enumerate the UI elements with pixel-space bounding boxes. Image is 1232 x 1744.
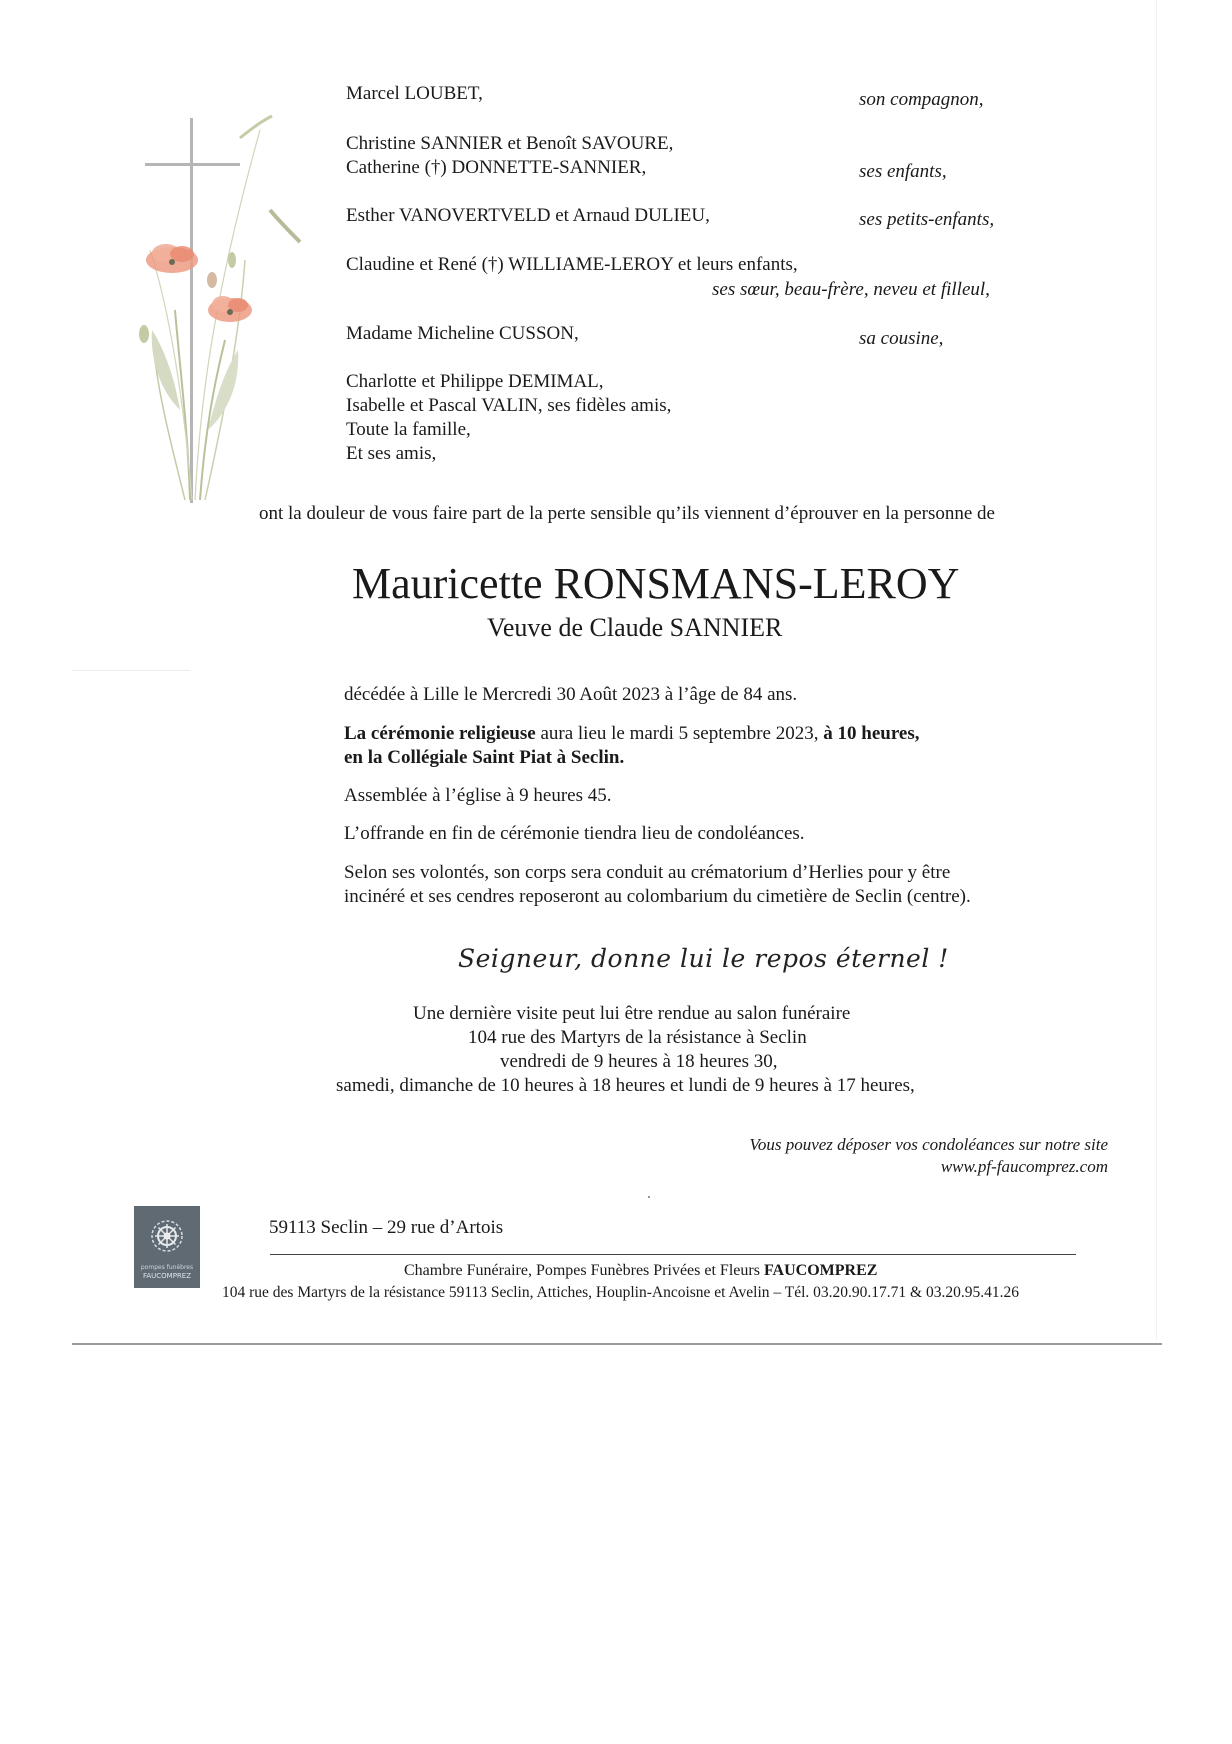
family-name-2b: Catherine (†) DONNETTE-SANNIER, (346, 157, 647, 178)
friend-line-3: Toute la famille, (346, 419, 471, 440)
family-name-2a: Christine SANNIER et Benoît SAVOURE, (346, 133, 674, 154)
visit-line-3: vendredi de 9 heures à 18 heures 30, (500, 1051, 778, 1072)
prayer-text: Seigneur, donne lui le repos éternel ! (458, 944, 949, 973)
condolences-text: Vous pouvez déposer vos condoléances sur notre site (749, 1135, 1108, 1154)
ceremony-bold-label: La cérémonie religieuse (344, 723, 536, 744)
family-name-5: Madame Micheline CUSSON, (346, 323, 579, 344)
visit-line-1: Une dernière visite peut lui être rendue au salon funéraire (413, 1003, 851, 1024)
footer-divider (270, 1254, 1076, 1255)
scan-mark (72, 670, 190, 671)
relation-grandchildren: ses petits-enfants, (859, 209, 995, 230)
address-text: 59113 Seclin – 29 rue d’Artois (269, 1217, 504, 1238)
poppy-flower-1 (146, 244, 198, 273)
cross-poppy-illustration (130, 110, 360, 510)
ceremony-date: aura lieu le mardi 5 septembre 2023, (535, 723, 824, 744)
family-name-1: Marcel LOUBET, (346, 83, 483, 104)
relation-companion: son compagnon, (859, 89, 984, 110)
relation-cousin: sa cousine, (859, 328, 944, 349)
footer-company: FAUCOMPREZ (763, 1262, 878, 1279)
relation-sister: ses sœur, beau-frère, neveu et filleul, (712, 279, 990, 300)
wishes-line-1: Selon ses volontés, son corps sera conduit au crématorium d’Herlies pour y être (344, 862, 951, 883)
poppy-flower-2 (208, 296, 252, 322)
scan-dot (648, 1196, 650, 1198)
friend-line-4: Et ses amis, (346, 443, 437, 464)
wishes-line-2: incinéré et ses cendres reposeront au colombarium du cimetière de Seclin (centre). (344, 886, 971, 907)
logo-text-line-1: pompes funèbres (140, 1264, 194, 1271)
condolences-url[interactable]: www.pf-faucomprez.com (940, 1157, 1108, 1176)
friend-line-1: Charlotte et Philippe DEMIMAL, (346, 371, 604, 392)
death-info: décédée à Lille le Mercredi 30 Août 2023 à l’âge de 84 ans. (344, 684, 798, 705)
visit-line-2: 104 rue des Martyrs de la résistance à Seclin (468, 1027, 807, 1048)
announcement-text: ont la douleur de vous faire part de la perte sensible qu’ils viennent d’éprouver en la personne de (259, 503, 995, 524)
logo-text-line-2: FAUCOMPREZ (142, 1272, 192, 1280)
relation-children: ses enfants, (859, 161, 947, 182)
footer-line-1 (404, 1260, 877, 1281)
footer-line-2: 104 rue des Martyrs de la résistance 59113 Seclin, Attiches, Houplin-Ancoisne et Avelin – Tél. 03.20.90.17.71 & 03.20.95.41.26 (222, 1284, 1019, 1301)
ceremony-time: à 10 heures, (823, 723, 920, 744)
company-logo (134, 1206, 200, 1288)
family-name-4: Claudine et René (†) WILLIAME-LEROY et leurs enfants, (346, 254, 798, 275)
family-name-3: Esther VANOVERTVELD et Arnaud DULIEU, (346, 205, 710, 226)
assembly-info: Assemblée à l’église à 9 heures 45. (344, 785, 612, 806)
friend-line-2: Isabelle et Pascal VALIN, ses fidèles amis, (346, 395, 672, 416)
widow-of: Veuve de Claude SANNIER (487, 613, 783, 642)
ceremony-location: en la Collégiale Saint Piat à Seclin. (344, 747, 625, 768)
cross-horizontal (145, 163, 240, 166)
page-edge-right (1156, 0, 1157, 1340)
visit-line-4: samedi, dimanche de 10 heures à 18 heures et lundi de 9 heures à 17 heures, (336, 1075, 915, 1096)
cross-vertical (190, 118, 193, 503)
offering-info: L’offrande en fin de cérémonie tiendra lieu de condoléances. (344, 823, 805, 844)
deceased-name: Mauricette RONSMANS-LEROY (352, 559, 960, 608)
ceremony-line-1 (344, 722, 919, 746)
footer-prefix: Chambre Funéraire, Pompes Funèbres Privées et Fleurs (404, 1262, 764, 1279)
page-bottom-edge (72, 1343, 1162, 1345)
